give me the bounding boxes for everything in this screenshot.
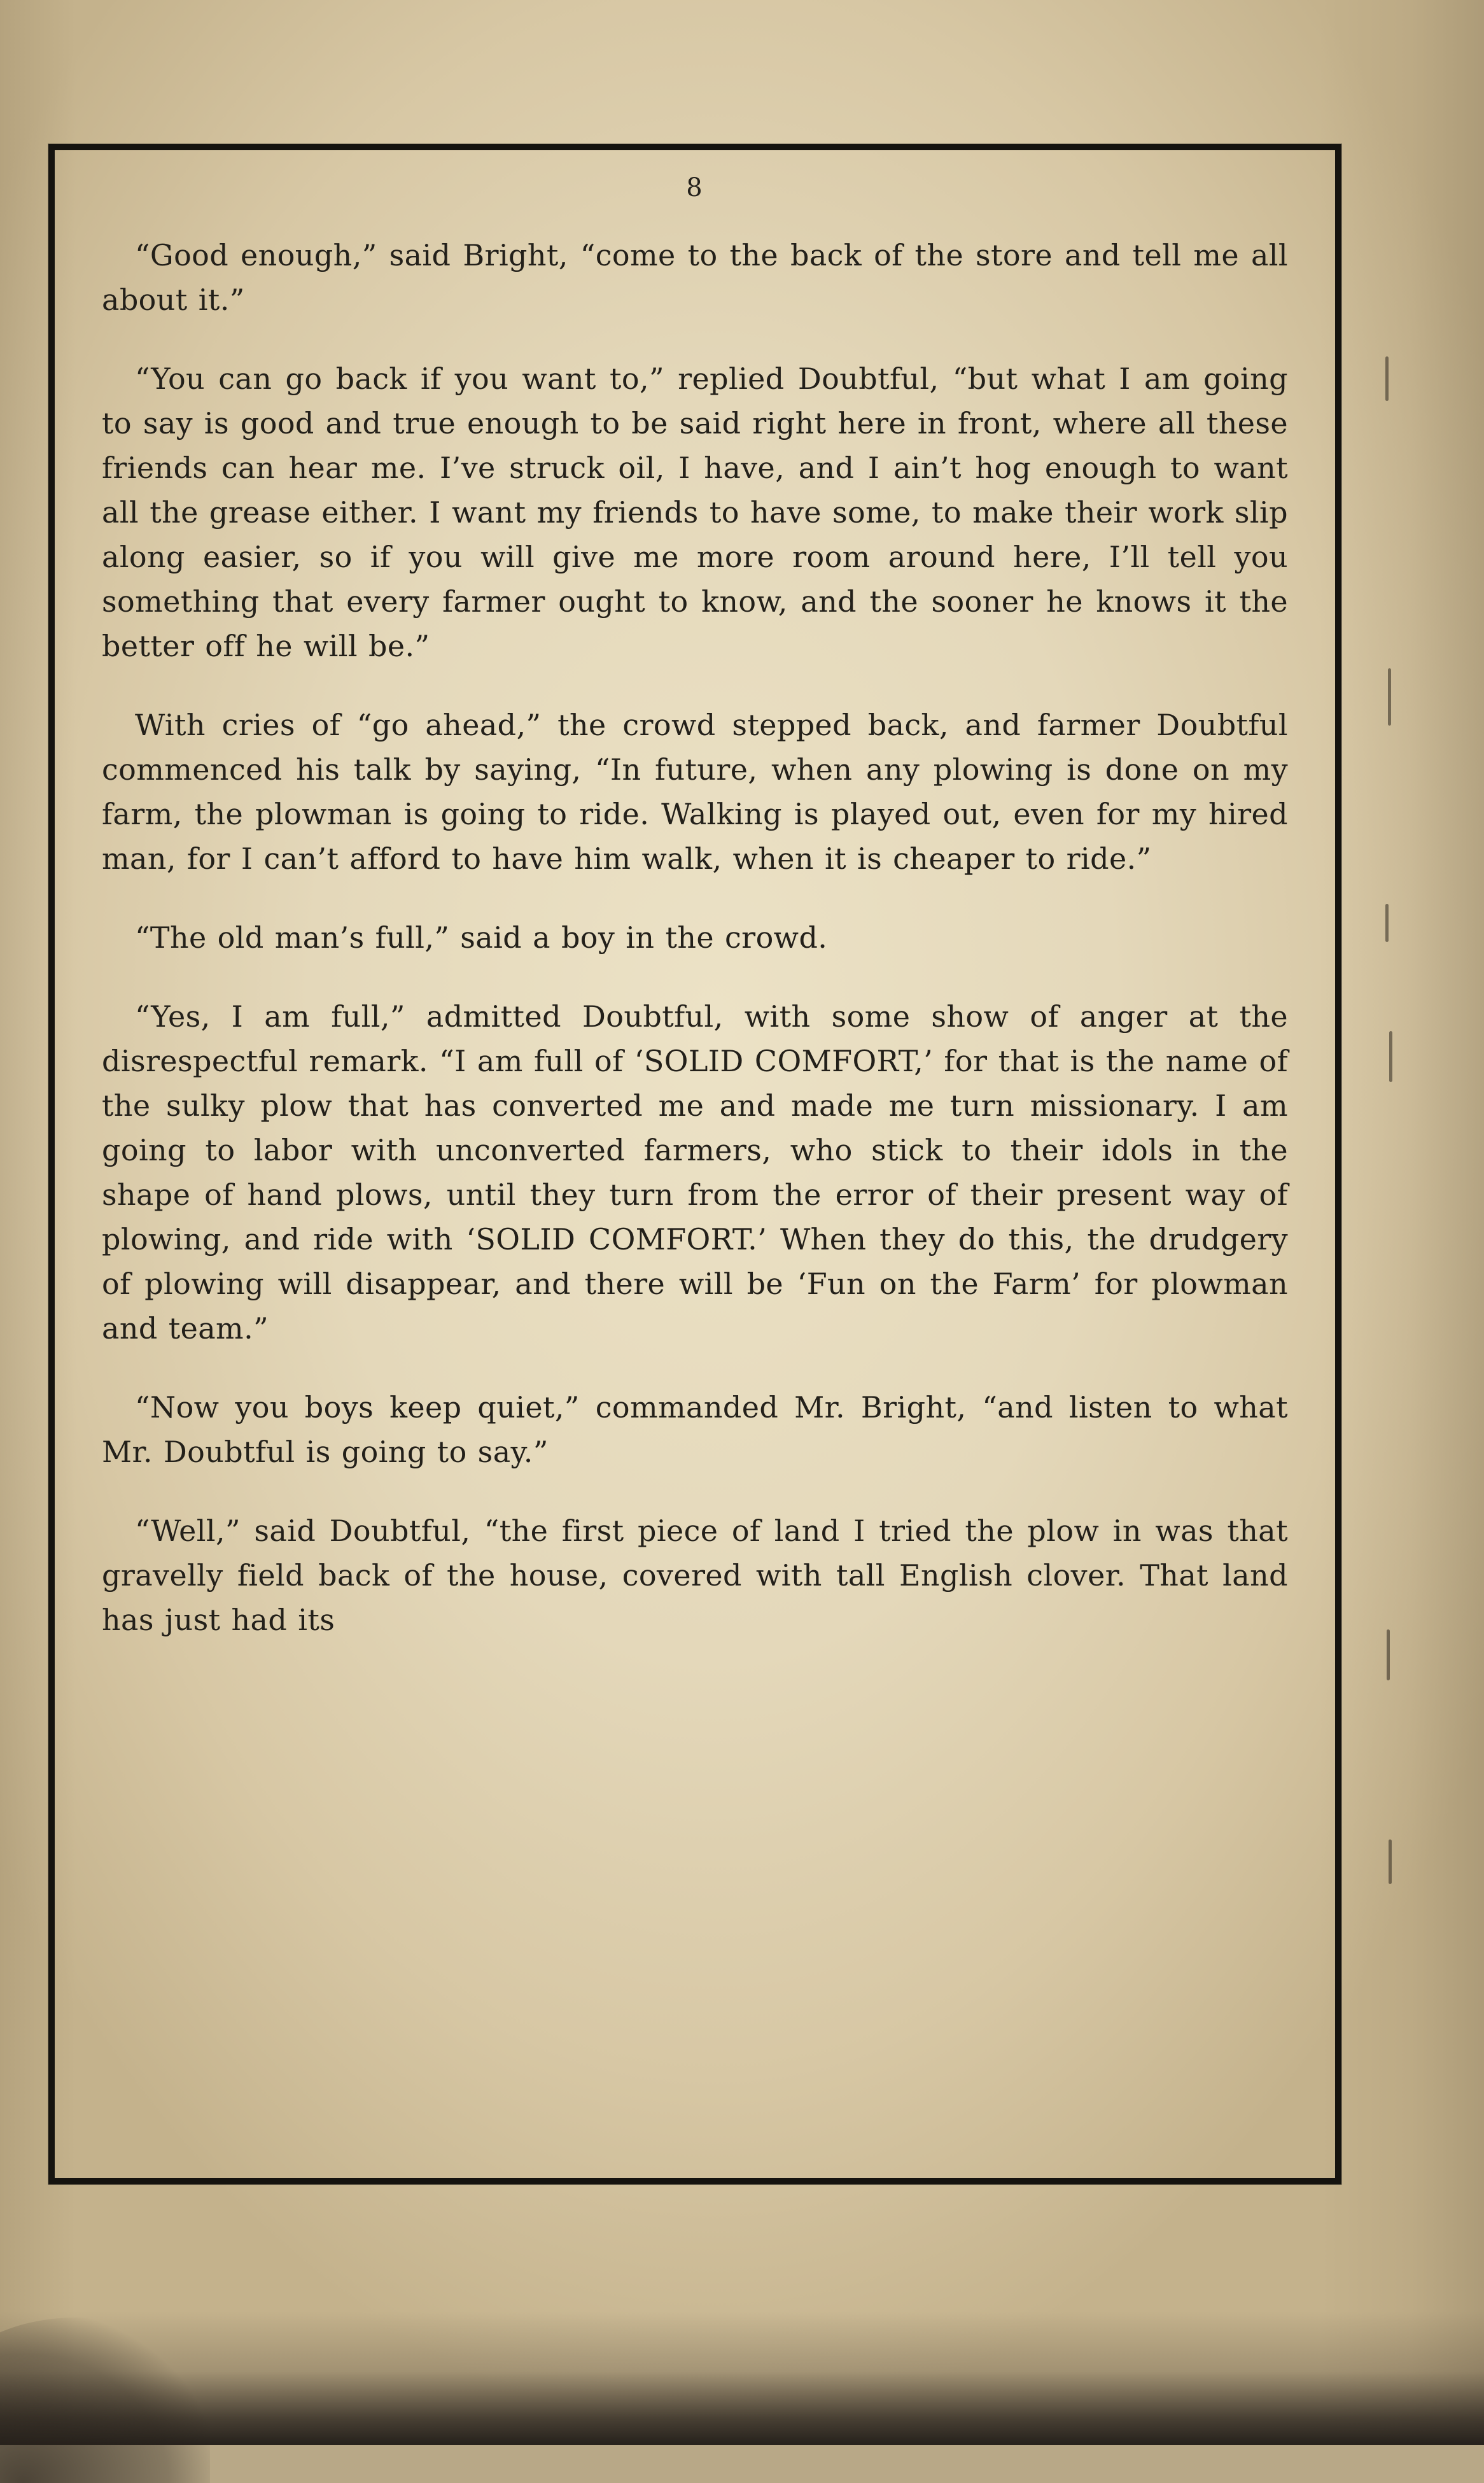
paragraph: “Now you boys keep quiet,” commanded Mr. Bright, “and listen to what Mr. Doubtful is going to say.” — [102, 1390, 1288, 1469]
paragraph: “The old man’s full,” said a boy in the crowd. — [135, 920, 828, 955]
binding-mark — [1387, 1629, 1390, 1680]
binding-mark — [1389, 1839, 1392, 1884]
paragraph: “Yes, I am full,” admitted Doubtful, with some show of anger at the disrespectful remark. “I am full of ‘SOLID COMFORT,’ for that is the name of the sulky plow that has converted me and made me turn missionary. I am going to labor with unconverted farmers, who stick to their idols in the shape of hand plows, until they turn from the error of their present way of plowing, and ride with ‘SOLID COMFORT.’ When they do this, the drudgery of plowing will disappear, and there will be ‘Fun on the Farm’ for plowman and team.” — [102, 999, 1288, 1346]
body-text — [102, 233, 1288, 1677]
binding-mark — [1389, 1031, 1392, 1082]
paragraph: “Good enough,” said Bright, “come to the back of the store and tell me all about it.” — [102, 238, 1288, 317]
binding-mark — [1388, 668, 1391, 726]
paragraph: “You can go back if you want to,” replied Doubtful, “but what I am going to say is good and true enough to be said right here in front, where all these friends can hear me. I’ve struck oil, I have, and I ain’t hog enough to want all the grease either. I want my friends to have some, to make their work slip along easier, so if you will give me more room around here, I’ll tell you something that every farmer ought to know, and the sooner he knows it the better off he will be.” — [102, 362, 1288, 663]
paragraph: “Well,” said Doubtful, “the first piece of land I tried the plow in was that gravelly field back of the house, covered with tall English clover. That land has just had its — [102, 1514, 1288, 1637]
page-bottom-shadow — [0, 2311, 1484, 2445]
binding-mark — [1385, 904, 1389, 942]
paragraph: With cries of “go ahead,” the crowd stepped back, and farmer Doubtful commenced his talk by saying, “In future, when any plowing is done on my farm, the plowman is going to ride. Walking is played out, even for my hired man, for I can’t afford to have him walk, when it is cheaper to ride.” — [102, 708, 1288, 876]
binding-mark — [1385, 356, 1389, 401]
page-border-frame — [48, 144, 1341, 2184]
right-edge-shadow — [1319, 0, 1484, 2445]
page-number: 8 — [686, 173, 704, 202]
